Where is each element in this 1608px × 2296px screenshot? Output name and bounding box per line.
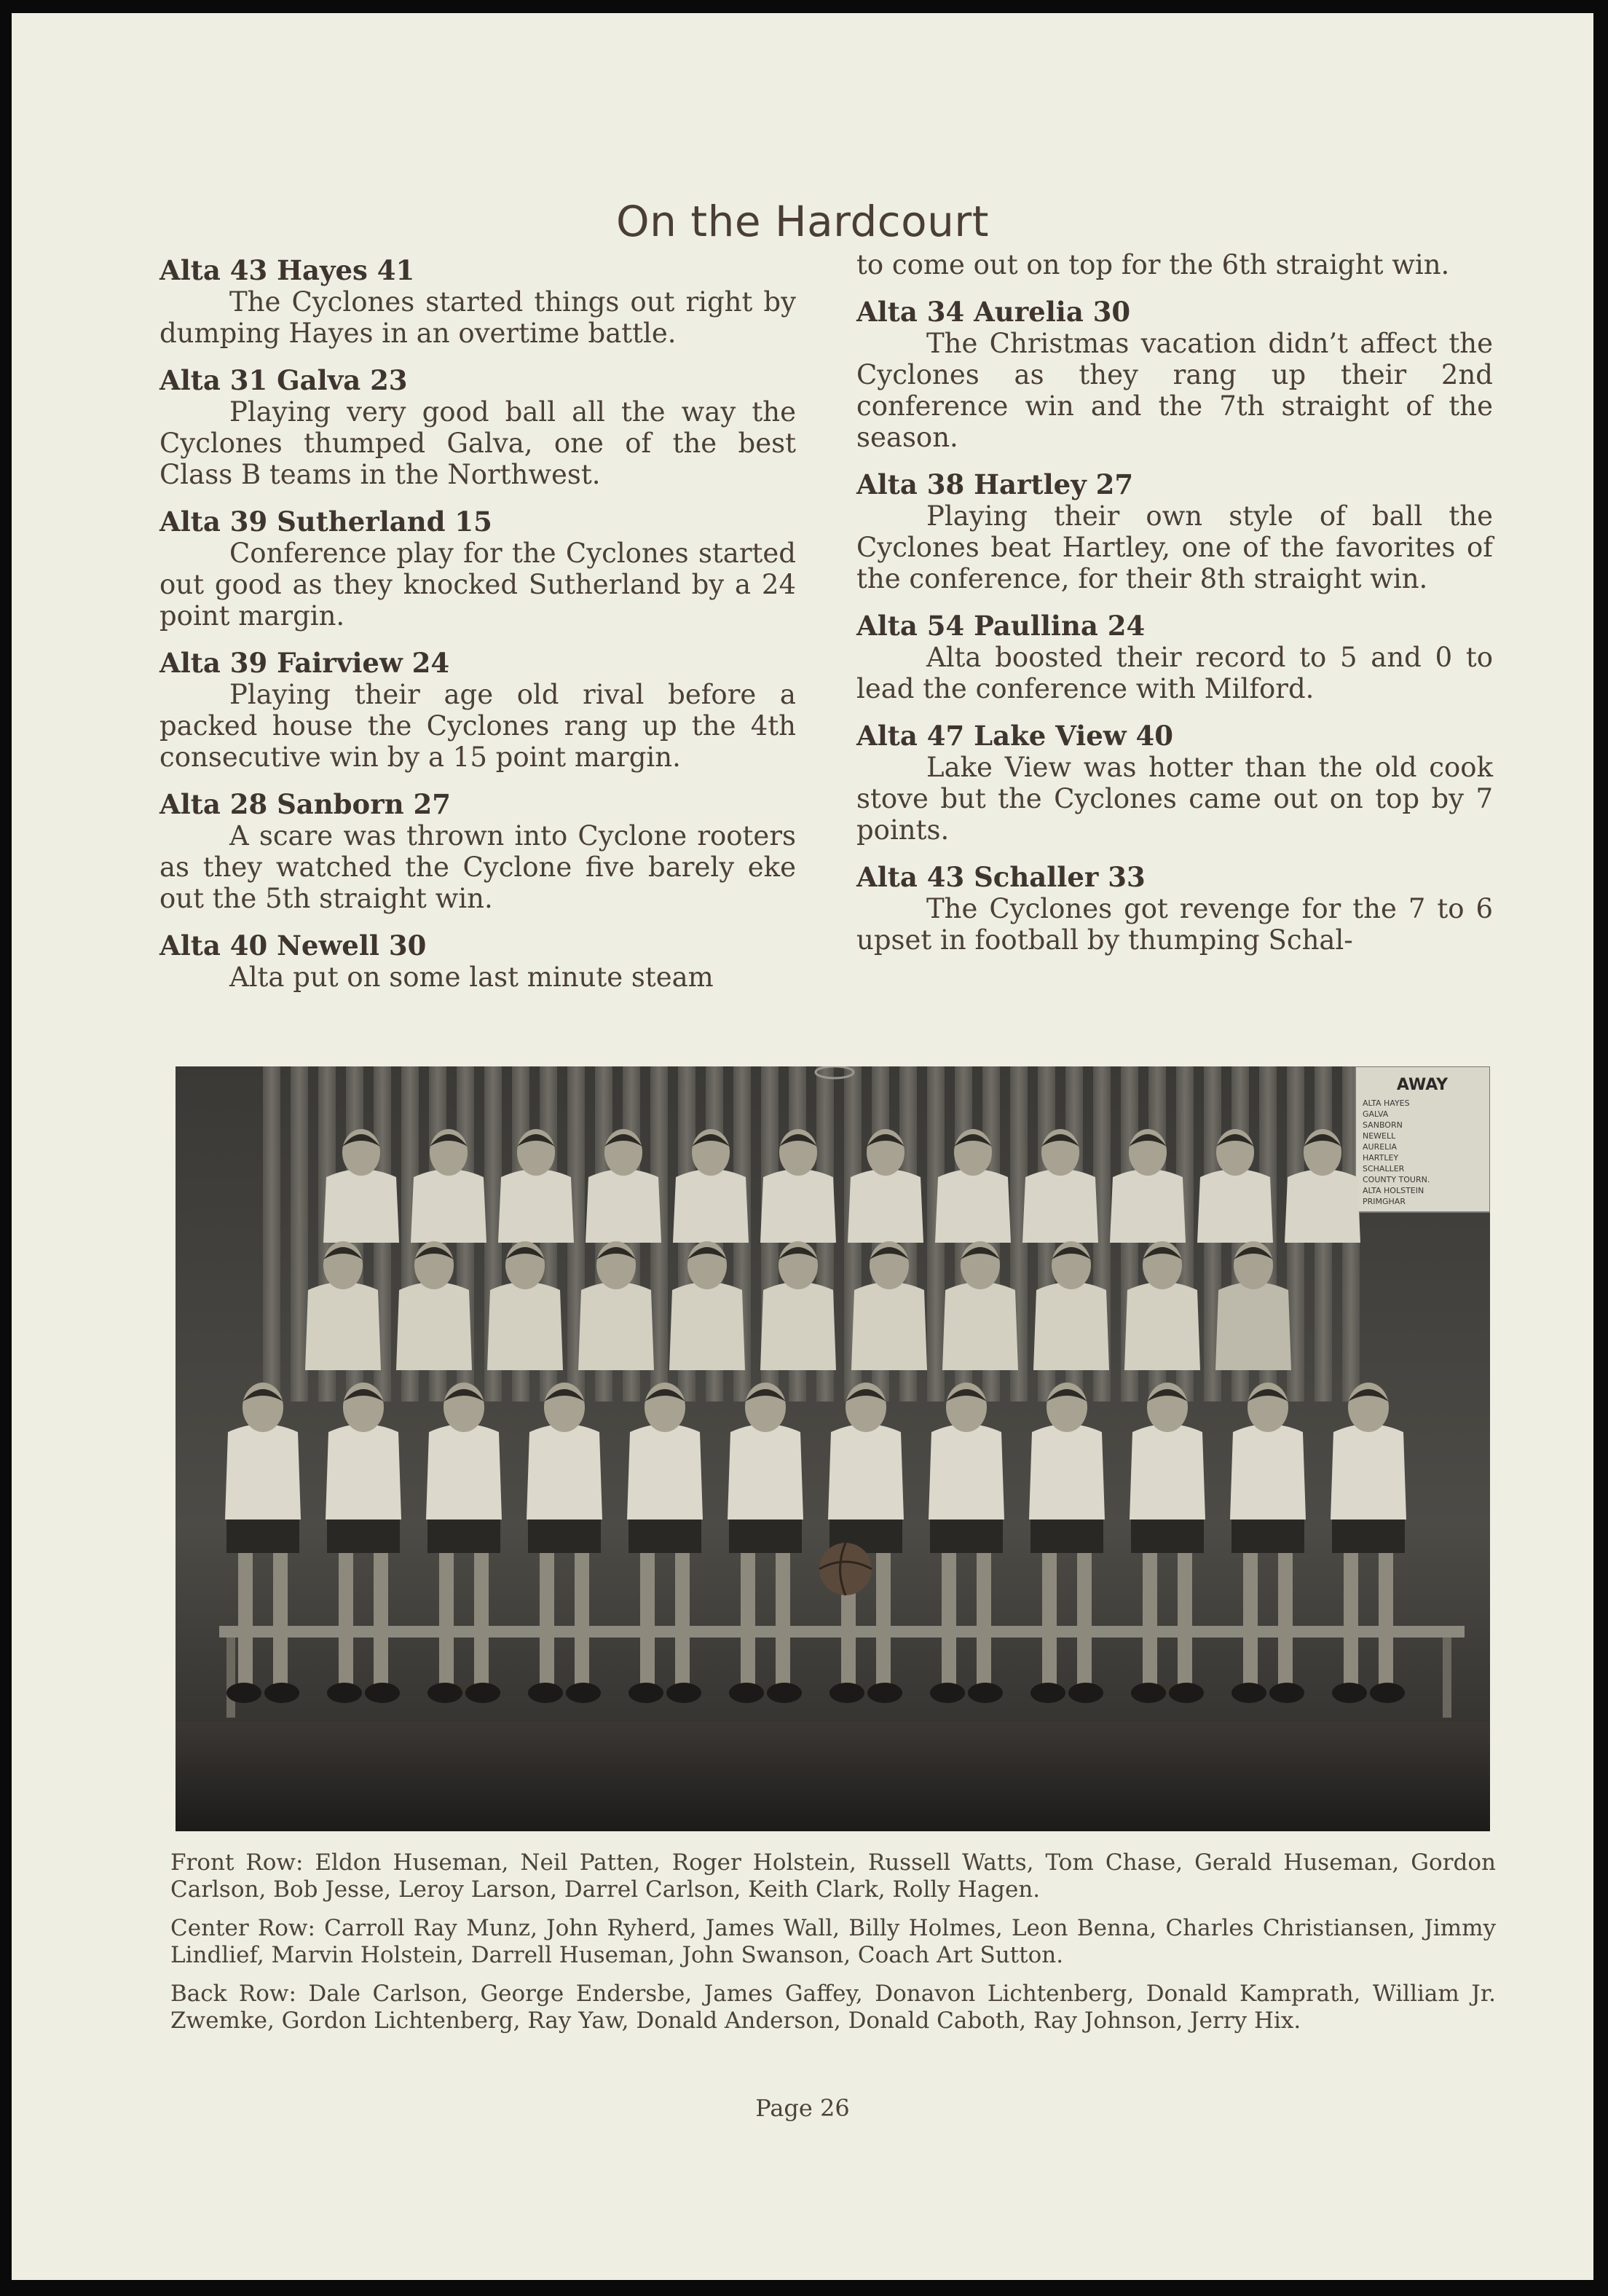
- game-score-heading: Alta 47 Lake View 40: [856, 720, 1174, 752]
- schedule-board-line: SANBORN: [1363, 1120, 1403, 1130]
- page-title: On the Hardcourt: [616, 197, 989, 246]
- schedule-board-line: SCHALLER: [1363, 1164, 1405, 1173]
- game-report: [159, 255, 796, 349]
- page-number: Page 26: [755, 2094, 850, 2122]
- game-score-heading: Alta 54 Paullina 24: [856, 610, 1146, 642]
- schedule-board-line: PRIMGHAR: [1363, 1197, 1406, 1206]
- basketball: [819, 1543, 872, 1595]
- schedule-board-line: GALVA: [1363, 1109, 1389, 1119]
- yearbook-page: [12, 13, 1593, 2280]
- game-score-heading: Alta 40 Newell 30: [159, 929, 427, 962]
- game-summary: A scare was thrown into Cyclone rooters as they watched the Cyclone five barely eke out the 5th straight win.: [159, 820, 796, 914]
- game-report: [159, 789, 796, 914]
- game-summary: Alta put on some last minute steam: [229, 962, 714, 993]
- schedule-board-line: ALTA HAYES: [1363, 1098, 1410, 1108]
- schedule-board-line: AURELIA: [1363, 1142, 1398, 1152]
- game-score-heading: Alta 34 Aurelia 30: [856, 296, 1131, 328]
- game-summary: Alta boosted their record to 5 and 0 to lead the conference with Milford.: [856, 642, 1493, 704]
- game-report: [159, 506, 796, 632]
- game-summary: Playing very good ball all the way the Cyclones thumped Galva, one of the best Class B teams in the Northwest.: [159, 396, 796, 490]
- game-summary: The Cyclones got revenge for the 7 to 6 upset in football by thumping Schal-: [856, 893, 1493, 956]
- game-report: [159, 365, 796, 490]
- game-report: [856, 720, 1493, 846]
- schedule-board: [1355, 1066, 1490, 1212]
- schedule-board-title: AWAY: [1396, 1076, 1449, 1094]
- game-summary: The Cyclones started things out right by dumping Hayes in an overtime battle.: [159, 286, 796, 349]
- left-column: [159, 255, 796, 1009]
- game-report: [856, 862, 1493, 956]
- game-score-heading: Alta 39 Fairview 24: [159, 647, 450, 679]
- game-report: [856, 296, 1493, 453]
- right-column: [856, 249, 1493, 972]
- schedule-board-line: COUNTY TOURN.: [1363, 1175, 1430, 1184]
- game-report: [159, 648, 796, 773]
- game-score-heading: Alta 39 Sutherland 15: [159, 506, 492, 538]
- game-summary: Playing their own style of ball the Cyclones beat Hartley, one of the favorites of the conference, for their 8th straight win.: [856, 500, 1493, 594]
- team-photo: [176, 1066, 1490, 1831]
- schedule-board-line: ALTA HOLSTEIN: [1363, 1186, 1424, 1195]
- game-summary: Playing their age old rival before a packed house the Cyclones rang up the 4th consecutive win by a 15 point margin.: [159, 679, 796, 773]
- photo-caption: [170, 1849, 1496, 2046]
- game-score-heading: Alta 43 Hayes 41: [159, 254, 415, 286]
- caption-front-row: Front Row: Eldon Huseman, Neil Patten, Roger Holstein, Russell Watts, Tom Chase, Gerald Huseman, Gordon Carlson, Bob Jesse, Leroy Larson, Darrel Carlson, Keith Clark, Rolly Hagen.: [170, 1849, 1496, 1903]
- game-summary: Lake View was hotter than the old cook stove but the Cyclones came out on top by 7 points.: [856, 752, 1493, 846]
- game-score-heading: Alta 31 Galva 23: [159, 364, 408, 396]
- schedule-board-line: HARTLEY: [1363, 1153, 1399, 1163]
- game-score-heading: Alta 43 Schaller 33: [856, 861, 1146, 893]
- game-score-heading: Alta 38 Hartley 27: [856, 468, 1134, 500]
- game-summary: Conference play for the Cyclones started out good as they knocked Sutherland by a 24 point margin.: [159, 538, 796, 632]
- game-report: [856, 610, 1493, 704]
- continued-summary: to come out on top for the 6th straight win.: [856, 249, 1450, 280]
- game-report: [159, 930, 796, 993]
- caption-center-row: Center Row: Carroll Ray Munz, John Ryherd, James Wall, Billy Holmes, Leon Benna, Charles Christiansen, Jimmy Lindlief, Marvin Holstein, Darrell Huseman, John Swanson, Coach Art Sutton.: [170, 1915, 1496, 1968]
- caption-back-row: Back Row: Dale Carlson, George Endersbe, James Gaffey, Donavon Lichtenberg, Donald Kamprath, William Jr. Zwemke, Gordon Lichtenberg, Ray Yaw, Donald Anderson, Donald Caboth, Ray Johnson, Jerry Hix.: [170, 1981, 1496, 2034]
- game-report: [856, 469, 1493, 594]
- team-photo-illustration: [176, 1066, 1490, 1831]
- schedule-board-line: NEWELL: [1363, 1131, 1396, 1141]
- game-summary: The Christmas vacation didn’t affect the Cyclones as they rang up their 2nd conference win and the 7th straight of the season.: [856, 328, 1493, 453]
- game-score-heading: Alta 28 Sanborn 27: [159, 788, 451, 820]
